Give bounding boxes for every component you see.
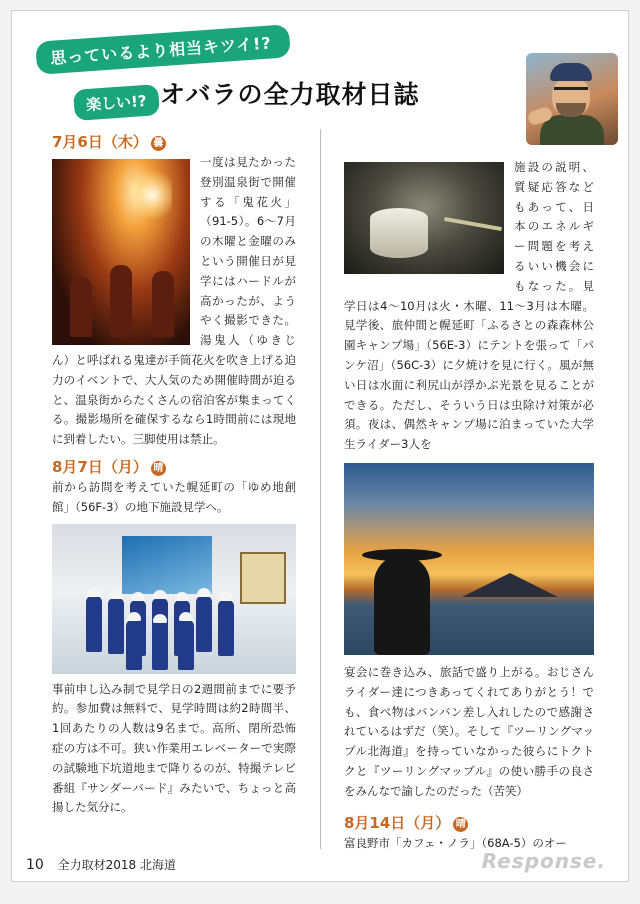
underground-tunnel-photo [344, 162, 504, 274]
sunny-icon: 晴 [453, 817, 468, 832]
left-column [52, 131, 296, 818]
entry-date-aug7: 8月7日（月） 晴 [52, 456, 296, 478]
oni-fireworks-photo [52, 159, 190, 345]
facility-group-photo [52, 524, 296, 674]
entry-text-continued-bottom: 宴会に巻き込み、旅話で盛り上がる。おじさんライダー達につきあってくれてありがとう！でも、食べ物はバンバン差し入れしたので感謝されているはずだ（笑）。そして『ツーリングマップル北海道』を持っていなかった彼らにトクトクと『ツーリングマップル』の使い勝手の良さをみんなで諭したのだった（苦笑） [344, 664, 594, 798]
author-photo [526, 53, 618, 145]
sunny-icon: 晴 [151, 461, 166, 476]
tagline-top: 思っているより相当キツイ!? [35, 24, 290, 75]
magazine-page [11, 10, 629, 882]
entry-intro-aug7: 前から訪問を考えていた幌延町の「ゆめ地創館」（56F-3）の地下施設見学へ。 [52, 479, 296, 514]
entry-date-aug14: 8月14日（月） 晴 [344, 812, 594, 834]
sunset-lake-photo [344, 463, 594, 655]
cloudy-icon: 曇 [151, 136, 166, 151]
entry-text-continued-top: 施設の説明、質疑応答などもあって、日本のエネルギー問題を考えるいい機会にもなった。見学日は4～10月は火・木曜、11～3月は木曜。見学後、旅仲間と幌延町「ふるさとの森森林公園キャンプ場」（56E-3）にテントを張って「パンケ沼」（56C-3）に夕焼けを見に行く。風が無い日は水面に利尻山が浮かぶ光景を見ることができる。ただし、そういう日は虫除け対策が必須。夜は、偶然キャンプ場に泊まっていた大学生ライダー3人を [344, 160, 594, 452]
page-footer [26, 856, 176, 873]
tagline-bottom: 楽しい!? [73, 84, 160, 121]
right-column [344, 158, 594, 853]
column-divider [320, 129, 321, 849]
entry-date-july6: 7月6日（木） 曇 [52, 131, 296, 153]
publication-name: 全力取材2018 北海道 [57, 858, 177, 872]
page-title: オバラの全力取材日誌 [160, 80, 420, 109]
entry-text-aug7: 事前申し込み制で見学日の2週間前までに要予約。参加費は無料で、見学時間は約2時間半、1回あたりの人数は9名まで。高所、閉所恐怖症の方は不可。狭い作業用エレベーターで実際の試験地下坑道地まで降りるのが、特撮テレビ番組『サンダーバード』みたいで、ちょっと高揚した気分に。 [52, 681, 296, 815]
entry-text-aug14: 富良野市「カフェ・ノラ」（68A-5）のオー [344, 835, 567, 850]
page-number: 10 [26, 857, 44, 873]
response-watermark: Response. [481, 849, 606, 873]
entry-text-july6: 一度は見たかった登別温泉街で開催する「鬼花火」（91-5）。6～7月の木曜と金曜のみという開催日が見学にはハードルが高かったが、ようやく撮影できた。湯鬼人（ゆきじん）と呼ばれる鬼達が手筒花火を吹き上げる迫力のイベントで、大人気のため開催時間が迫ると、温泉街からたくさんの宿泊客が集まってくる。撮影場所を確保するなら1時間前には現地に到着したい。三脚使用は禁止。 [52, 155, 296, 447]
